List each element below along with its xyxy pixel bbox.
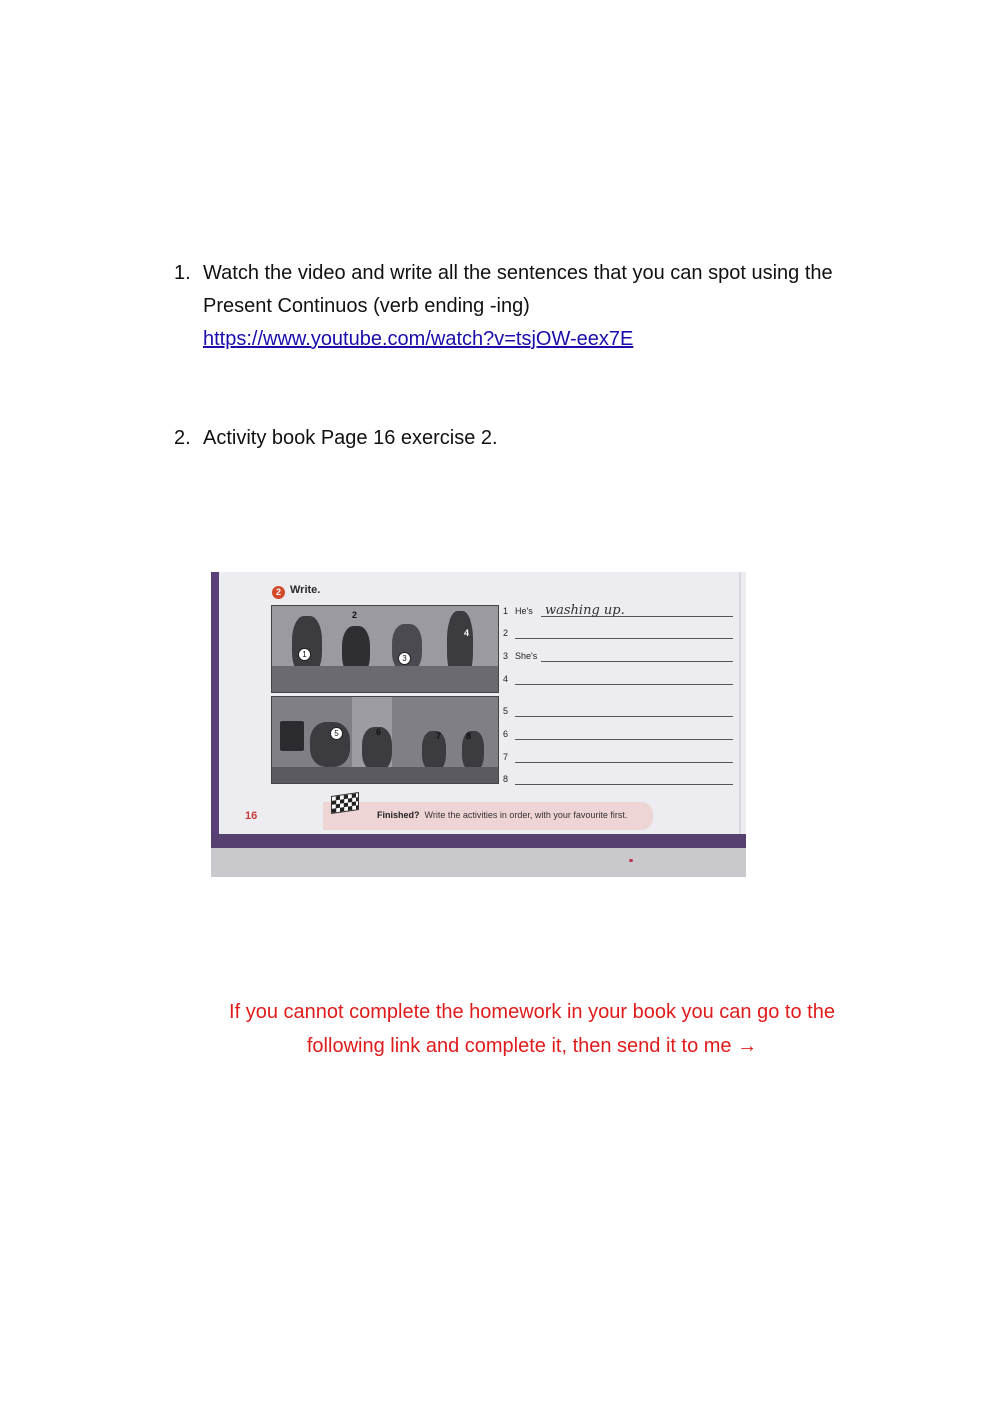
writing-line: 8: [503, 772, 733, 786]
picture-label: 3: [398, 652, 411, 665]
item-number: 2.: [174, 427, 191, 449]
living-room-illustration: [271, 696, 499, 784]
instruction-item-1: [174, 257, 874, 356]
picture-label: 4: [464, 628, 470, 638]
book-page-number: 16: [245, 810, 258, 822]
picture-label: 6: [376, 727, 382, 737]
picture-label: 8: [466, 731, 472, 741]
writing-line: 1 He's washing up.: [503, 604, 733, 618]
finished-prompt: Finished? Write the activities in order, with your favourite first.: [377, 810, 628, 820]
exercise-number-badge: 2: [272, 586, 285, 599]
video-link[interactable]: https://www.youtube.com/watch?v=tsjOW-eex7E: [203, 328, 634, 350]
kitchen-illustration: [271, 605, 499, 693]
picture-label: 2: [352, 610, 358, 620]
handwritten-answer: washing up.: [545, 603, 625, 618]
picture-label: 5: [330, 727, 343, 740]
writing-line: 5: [503, 704, 733, 718]
instruction-item-2: [174, 422, 874, 455]
item-text: Activity book Page 16 exercise 2.: [203, 427, 498, 449]
writing-line: 6: [503, 727, 733, 741]
writing-line: 3 She's: [503, 649, 733, 663]
book-page: [219, 572, 746, 834]
book-cover-bottom: [211, 834, 746, 848]
writing-line: 4: [503, 672, 733, 686]
writing-line: 7: [503, 750, 733, 764]
item-number: 1.: [174, 262, 191, 284]
item-text: Watch the video and write all the sentences that you can spot using the Present Continuos (verb ending -ing): [203, 262, 833, 317]
exercise-title: Write.: [290, 584, 321, 596]
book-cover-edge: [211, 572, 219, 847]
writing-line: 2: [503, 626, 733, 640]
activity-book-photo: [211, 572, 746, 877]
homework-note: If you cannot complete the homework in your book you can go to the following link and complete it, then send it to me →: [229, 1001, 835, 1057]
picture-label: 7: [436, 731, 442, 741]
picture-label: 1: [298, 648, 311, 661]
